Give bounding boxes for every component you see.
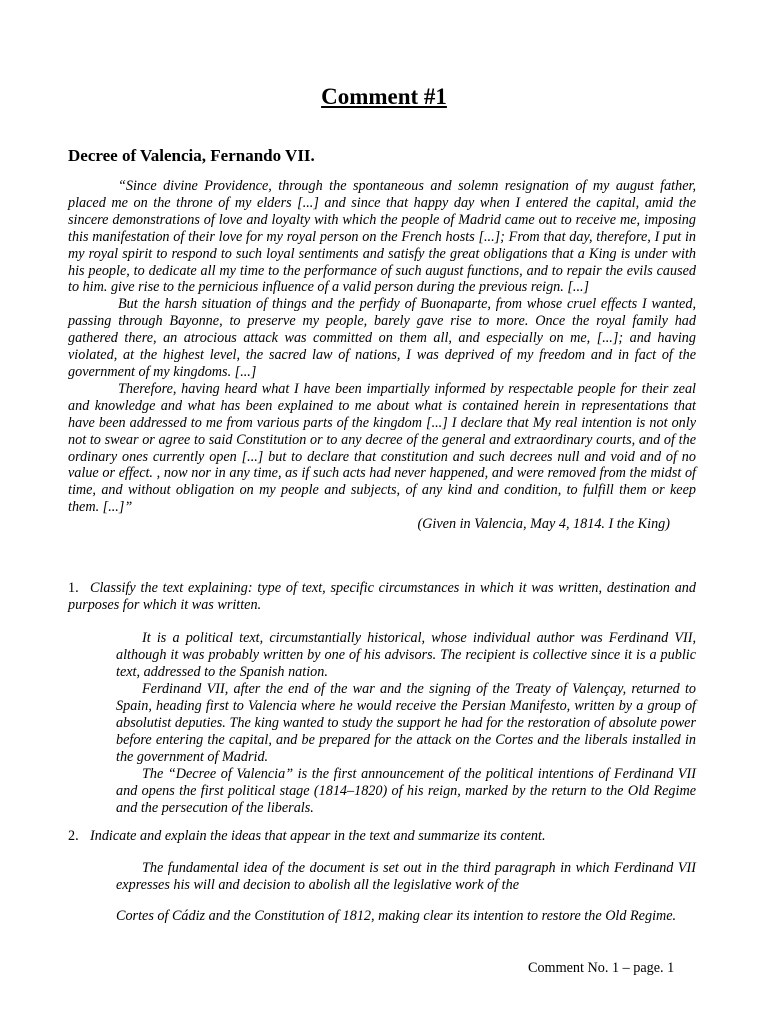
answer-paragraph: The “Decree of Valencia” is the first announcement of the political intentions of Ferdinand VII and opens the first political stage (1814–1820) of his reign, marked by the return to the Old Regime and the persecution of the liberals. bbox=[116, 766, 696, 816]
answer-paragraph: Ferdinand VII, after the end of the war and the signing of the Treaty of Valençay, returned to Spain, heading first to Valencia where he would receive the Persian Manifesto, written by a group of absolutist deputies. The king wanted to study the support he had for the restoration of absolute power before entering the capital, and be prepared for the attack on the Cortes and the liberals installed in the government of Madrid. bbox=[116, 681, 696, 765]
question-text: Indicate and explain the ideas that appear in the text and summarize its content. bbox=[90, 828, 546, 844]
question-1 bbox=[68, 580, 696, 614]
answer-1 bbox=[116, 630, 696, 817]
answer-paragraph: Cortes of Cádiz and the Constitution of 1812, making clear its intention to restore the Old Regime. bbox=[116, 908, 677, 924]
answer-2-continued bbox=[116, 908, 696, 925]
page-title: Comment #1 bbox=[321, 84, 447, 109]
decree-paragraph: But the harsh situation of things and the perfidy of Buonaparte, from whose cruel effects I wanted, passing through Bayonne, to preserve my people, barely gave rise to more. Once the royal family had gathered there, an atrocious attack was committed on them all, and especially on me, [...]; and having violated, at the highest level, the sacred law of nations, I was deprived of my freedom and in fact of the government of my kingdoms. [...] bbox=[68, 296, 696, 380]
answer-paragraph: It is a political text, circumstantially historical, whose individual author was Ferdinand VII, although it was probably written by one of his advisors. The recipient is collective since it is a public text, addressed to the Spanish nation. bbox=[116, 630, 696, 680]
question-number: 1. bbox=[68, 580, 79, 596]
decree-text bbox=[68, 178, 696, 533]
decree-subtitle: Decree of Valencia, Fernando VII. bbox=[68, 146, 315, 165]
question-number: 2. bbox=[68, 828, 79, 844]
question-2 bbox=[68, 828, 696, 845]
decree-paragraph: “Since divine Providence, through the spontaneous and solemn resignation of my august father, placed me on the throne of my elders [...] and since that happy day when I entered the capital, amid the sincere demonstrations of love and loyalty with which the people of Madrid came out to receive me, imposing this manifestation of their love for my royal person on the French hosts [...]; From that day, therefore, I put in my royal spirit to respond to such loyal sentiments and satisfy the great obligations that a King is under with his people, to dedicate all my time to the performance of such august functions, and to repair the evils caused to him. give rise to the pernicious influence of a valid person during the previous reign. [...] bbox=[68, 178, 696, 296]
question-text: Classify the text explaining: type of text, specific circumstances in which it was written, destination and purposes for which it was written. bbox=[68, 580, 696, 613]
decree-signature: (Given in Valencia, May 4, 1814. I the King) bbox=[417, 516, 670, 533]
answer-2 bbox=[116, 860, 696, 894]
answer-paragraph: The fundamental idea of the document is set out in the third paragraph in which Ferdinand VII expresses his will and decision to abolish all the legislative work of the bbox=[116, 860, 696, 893]
decree-paragraph: Therefore, having heard what I have been impartially informed by respectable people for their zeal and knowledge and what has been explained to me about what is contained herein in representations that have been addressed to me from various parts of the kingdom [...] I declare that My real intention is not only not to swear or agree to said Constitution or to any decree of the general and extraordinary courts, and of the ordinary ones currently open [...] but to declare that constitution and such decrees null and void and of no value or effect. , now nor in any time, as if such acts had never happened, and were removed from the midst of time, and without obligation on my people and subjects, of any kind and condition, to fulfill them or keep them. [...]” bbox=[68, 380, 696, 516]
page-footer: Comment No. 1 – page. 1 bbox=[528, 960, 675, 976]
